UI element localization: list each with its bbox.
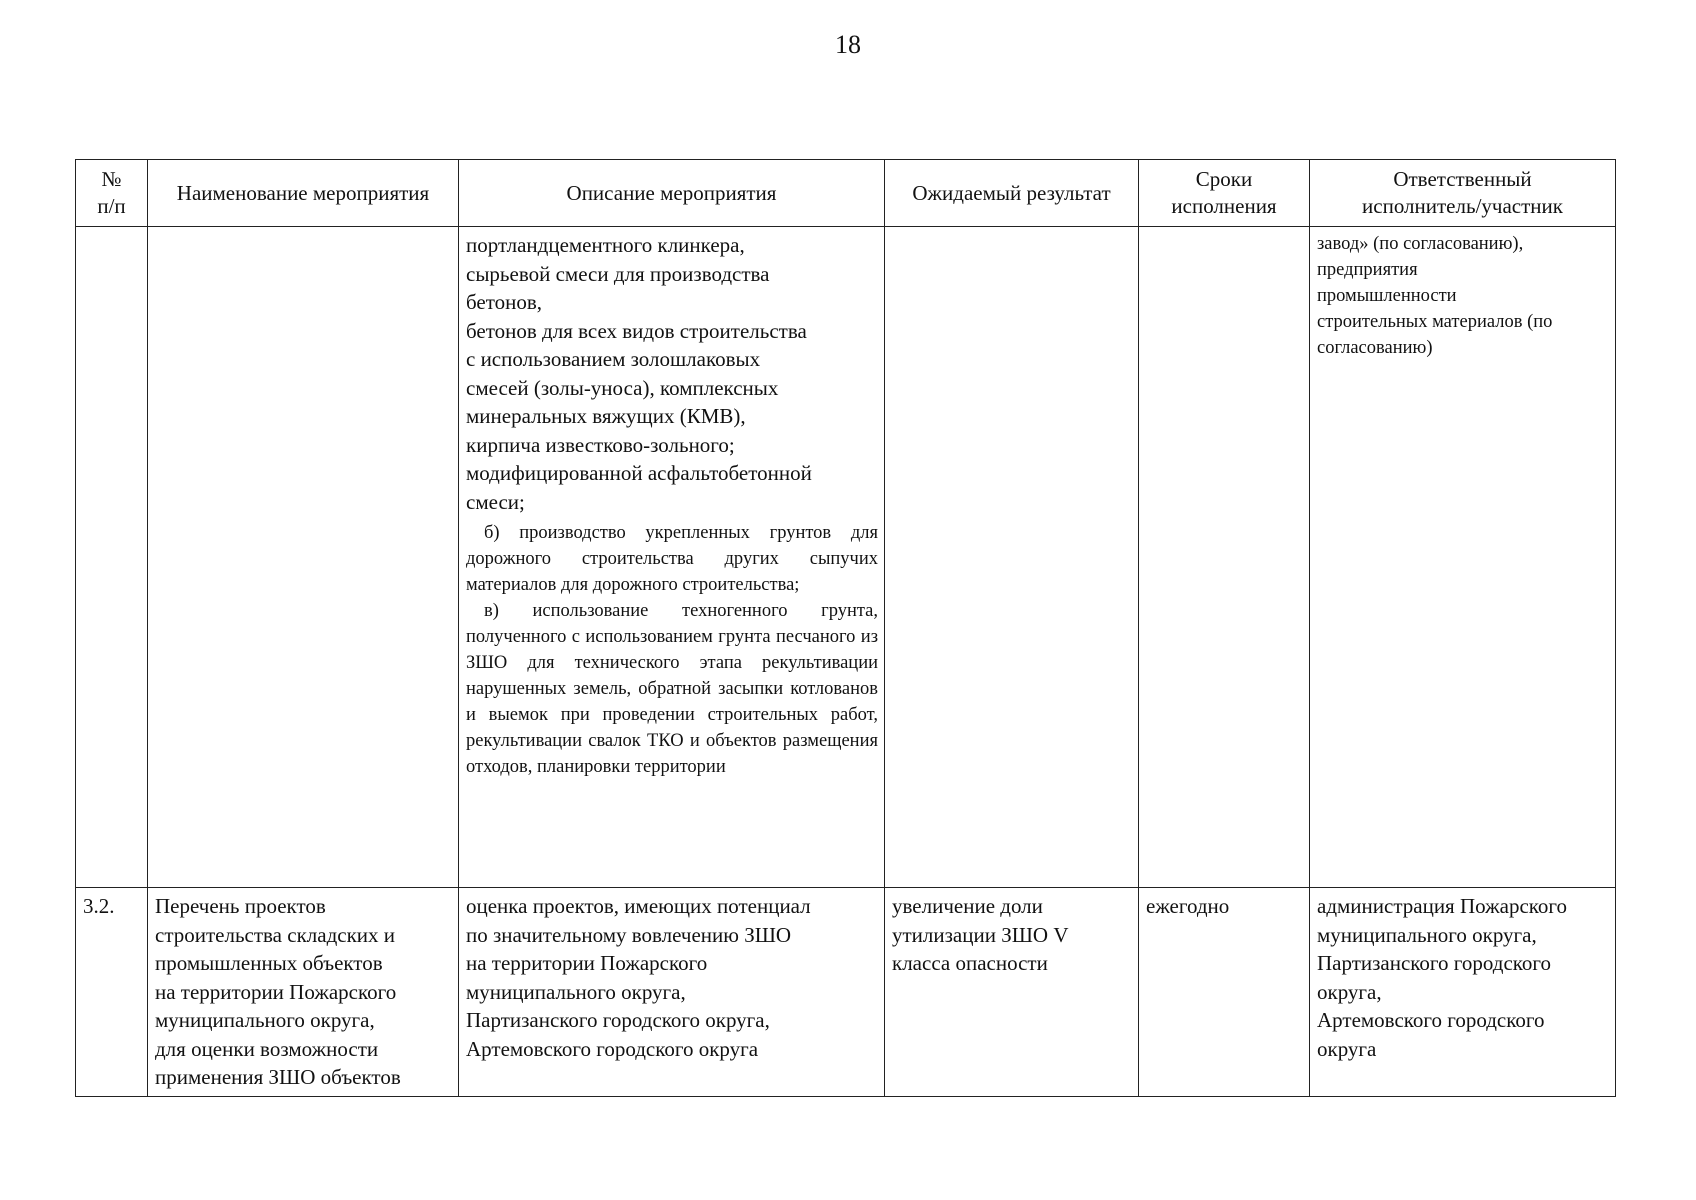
- description-line: Артемовского городского округа: [466, 1036, 759, 1061]
- result-line: утилизации ЗШО V: [892, 922, 1069, 947]
- cell-result: [885, 888, 1139, 1097]
- description-line: смесей (золы-уноса), комплексных: [466, 375, 779, 400]
- header-responsible-line-1: Ответственный: [1393, 167, 1532, 191]
- name-line: применения ЗШО объектов: [155, 1065, 401, 1089]
- responsible-line: округа,: [1317, 979, 1382, 1004]
- cell-description: [459, 888, 885, 1097]
- result-line: класса опасности: [892, 951, 1048, 975]
- header-num-line-1: №: [101, 167, 122, 191]
- cell-description: [459, 227, 885, 888]
- responsible-line: завод» (по согласованию),: [1317, 234, 1524, 254]
- header-num-line-2: п/п: [97, 194, 126, 218]
- description-paragraph-v: в) использование техногенного грунта, полученного с использованием грунта песчаного из ЗШО для технического этапа рекультивации нарушенных земель, обратной засыпки котлованов и выемок при проведении строительных работ, рекультивации свалок ТКО и объектов размещения отходов, планировки территории: [466, 601, 878, 777]
- responsible-line: согласованию): [1317, 338, 1433, 358]
- cell-responsible: [1310, 227, 1616, 888]
- result-line: увеличение доли: [892, 894, 1043, 918]
- header-name: Наименование мероприятия: [148, 160, 459, 227]
- description-line: муниципального округа,: [466, 979, 686, 1004]
- cell-result: [885, 227, 1139, 888]
- table-row: [76, 888, 1616, 1097]
- name-line: для оценки возможности: [155, 1036, 379, 1061]
- responsible-line: муниципального округа,: [1317, 922, 1537, 947]
- description-line: на территории Пожарского: [466, 951, 708, 975]
- description-line: бетонов для всех видов строительства: [466, 318, 807, 343]
- responsible-line: промышленности: [1317, 286, 1457, 306]
- description-line: минеральных вяжущих (КМВ),: [466, 404, 746, 428]
- cell-name: [148, 227, 459, 888]
- description-paragraph-b: б) производство укрепленных грунтов для дорожного строительства других сыпучих материалов для дорожного строительства;: [466, 523, 878, 595]
- description-line: оценка проектов, имеющих потенциал: [466, 894, 811, 918]
- name-line: муниципального округа,: [155, 1008, 375, 1032]
- header-responsible-line-2: исполнитель/участник: [1362, 194, 1563, 218]
- responsible-line: администрация Пожарского: [1317, 894, 1567, 918]
- cell-name: [148, 888, 459, 1097]
- description-line: Партизанского городского округа,: [466, 1008, 770, 1032]
- responsible-line: Партизанского городского: [1317, 951, 1551, 975]
- name-text: [148, 888, 458, 1096]
- header-result: Ожидаемый результат: [885, 160, 1139, 227]
- description-line: сырьевой смеси для производства: [466, 261, 770, 286]
- header-num: [76, 160, 148, 227]
- table-header-row: [76, 160, 1616, 227]
- description-line: смеси;: [466, 489, 525, 514]
- name-line: на территории Пожарского: [155, 979, 397, 1004]
- responsible-line: округа: [1317, 1036, 1377, 1061]
- header-deadline: [1139, 160, 1310, 227]
- cell-deadline: [1139, 888, 1310, 1097]
- cell-deadline: [1139, 227, 1310, 888]
- description-line: с использованием золошлаковых: [466, 347, 761, 371]
- responsible-line: строительных материалов (по: [1317, 312, 1553, 332]
- description-line: по значительному вовлечению ЗШО: [466, 922, 792, 947]
- page-number: 18: [835, 30, 861, 59]
- name-line: промышленных объектов: [155, 951, 383, 975]
- header-deadline-line-1: Сроки: [1195, 167, 1253, 191]
- description-paragraphs: [459, 520, 884, 784]
- table-row: [76, 227, 1616, 888]
- cell-responsible: [1310, 888, 1616, 1097]
- responsible-line: Артемовского городского: [1317, 1008, 1545, 1032]
- name-line: Перечень проектов: [155, 894, 326, 918]
- description-text: [459, 888, 884, 1067]
- measures-table: [75, 159, 1616, 1097]
- cell-num: 3.2.: [76, 888, 148, 1097]
- header-responsible: [1310, 160, 1616, 227]
- deadline-text: ежегодно: [1146, 894, 1230, 918]
- description-line: портландцементного клинкера,: [466, 233, 745, 257]
- result-text: [885, 888, 1138, 982]
- responsible-text: [1310, 888, 1615, 1067]
- header-description: Описание мероприятия: [459, 160, 885, 227]
- description-text: [459, 227, 884, 520]
- description-line: бетонов,: [466, 290, 543, 314]
- responsible-text: [1310, 227, 1615, 365]
- description-line: модифицированной асфальтобетонной: [466, 461, 812, 485]
- name-line: строительства складских и: [155, 922, 396, 947]
- cell-num: [76, 227, 148, 888]
- responsible-line: предприятия: [1317, 260, 1418, 280]
- description-line: кирпича известково-зольного;: [466, 432, 735, 457]
- header-deadline-line-2: исполнения: [1171, 194, 1277, 218]
